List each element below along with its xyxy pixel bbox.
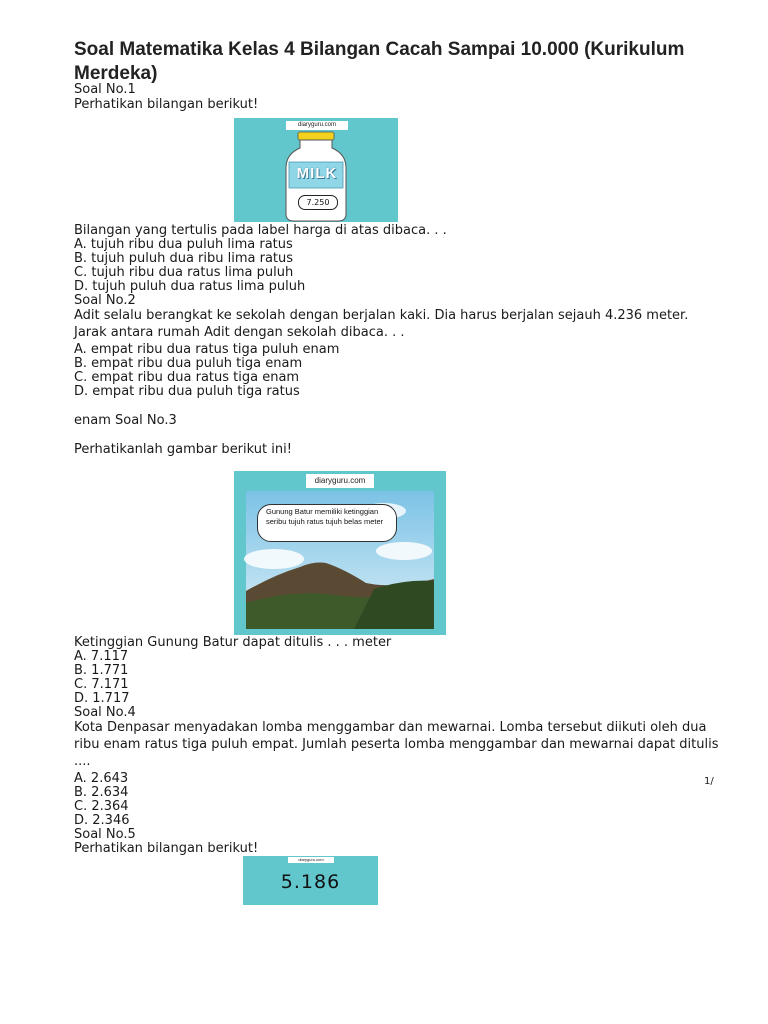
q3-heading: enam Soal No.3 bbox=[74, 413, 177, 428]
q3-question: Ketinggian Gunung Batur dapat ditulis . . . meter bbox=[74, 635, 392, 650]
page-number: 1/ bbox=[704, 776, 714, 787]
q4-heading: Soal No.4 bbox=[74, 705, 136, 720]
site-watermark: diaryguru.com bbox=[306, 474, 374, 488]
q5-intro: Perhatikan bilangan berikut! bbox=[74, 841, 259, 856]
speech-bubble: Gunung Batur memiliki ketinggian seribu tujuh ratus tujuh belas meter bbox=[257, 504, 397, 542]
q2-heading: Soal No.2 bbox=[74, 293, 136, 308]
q4-option-d: D. 2.346 bbox=[74, 813, 130, 828]
q1-option-c: C. tujuh ribu dua ratus lima puluh bbox=[74, 265, 294, 280]
big-number: 5.186 bbox=[280, 871, 341, 893]
milk-label: MILK bbox=[296, 165, 338, 182]
q1-option-b: B. tujuh puluh dua ribu lima ratus bbox=[74, 251, 294, 266]
q4-option-a: A. 2.643 bbox=[74, 771, 129, 786]
q3-option-c: C. 7.171 bbox=[74, 677, 129, 692]
q2-option-b: B. empat ribu dua puluh tiga enam bbox=[74, 356, 303, 371]
q3-option-d: D. 1.717 bbox=[74, 691, 130, 706]
q4-option-b: B. 2.634 bbox=[74, 785, 129, 800]
q1-heading: Soal No.1 bbox=[74, 82, 136, 97]
q1-question: Bilangan yang tertulis pada label harga di atas dibaca. . . bbox=[74, 223, 447, 238]
q4-question: Kota Denpasar menyadakan lomba menggambar dan mewarnai. Lomba tersebut diikuti oleh dua ribu enam ratus tiga puluh empat. Jumlah peserta lomba menggambar dan mewarnai dapat ditulis .... bbox=[74, 720, 719, 769]
q2-option-a: A. empat ribu dua ratus tiga puluh enam bbox=[74, 342, 340, 357]
q3-option-b: B. 1.771 bbox=[74, 663, 129, 678]
site-watermark: diaryguru.com bbox=[286, 121, 348, 130]
q2-question: Adit selalu berangkat ke sekolah dengan berjalan kaki. Dia harus berjalan sejauh 4.236 meter. Jarak antara rumah Adit dengan sekolah dibaca. . . bbox=[74, 308, 689, 340]
q4-option-c: C. 2.364 bbox=[74, 799, 129, 814]
q3-intro: Perhatikanlah gambar berikut ini! bbox=[74, 442, 292, 457]
number-card-image bbox=[243, 856, 378, 905]
q2-option-d: D. empat ribu dua puluh tiga ratus bbox=[74, 384, 300, 399]
milk-bottle-image bbox=[234, 118, 398, 222]
q1-option-d: D. tujuh puluh dua ratus lima puluh bbox=[74, 279, 306, 294]
q2-option-c: C. empat ribu dua ratus tiga enam bbox=[74, 370, 300, 385]
mountain-image bbox=[234, 471, 446, 635]
mountain-icon bbox=[234, 471, 446, 635]
q1-option-a: A. tujuh ribu dua puluh lima ratus bbox=[74, 237, 293, 252]
q3-option-a: A. 7.117 bbox=[74, 649, 129, 664]
q1-intro: Perhatikan bilangan berikut! bbox=[74, 97, 259, 112]
page-title: Soal Matematika Kelas 4 Bilangan Cacah Sampai 10.000 (Kurikulum Merdeka) bbox=[74, 39, 685, 84]
q5-heading: Soal No.5 bbox=[74, 827, 136, 842]
site-watermark: diaryguru.com bbox=[288, 857, 334, 863]
price-tag: 7.250 bbox=[298, 195, 338, 210]
